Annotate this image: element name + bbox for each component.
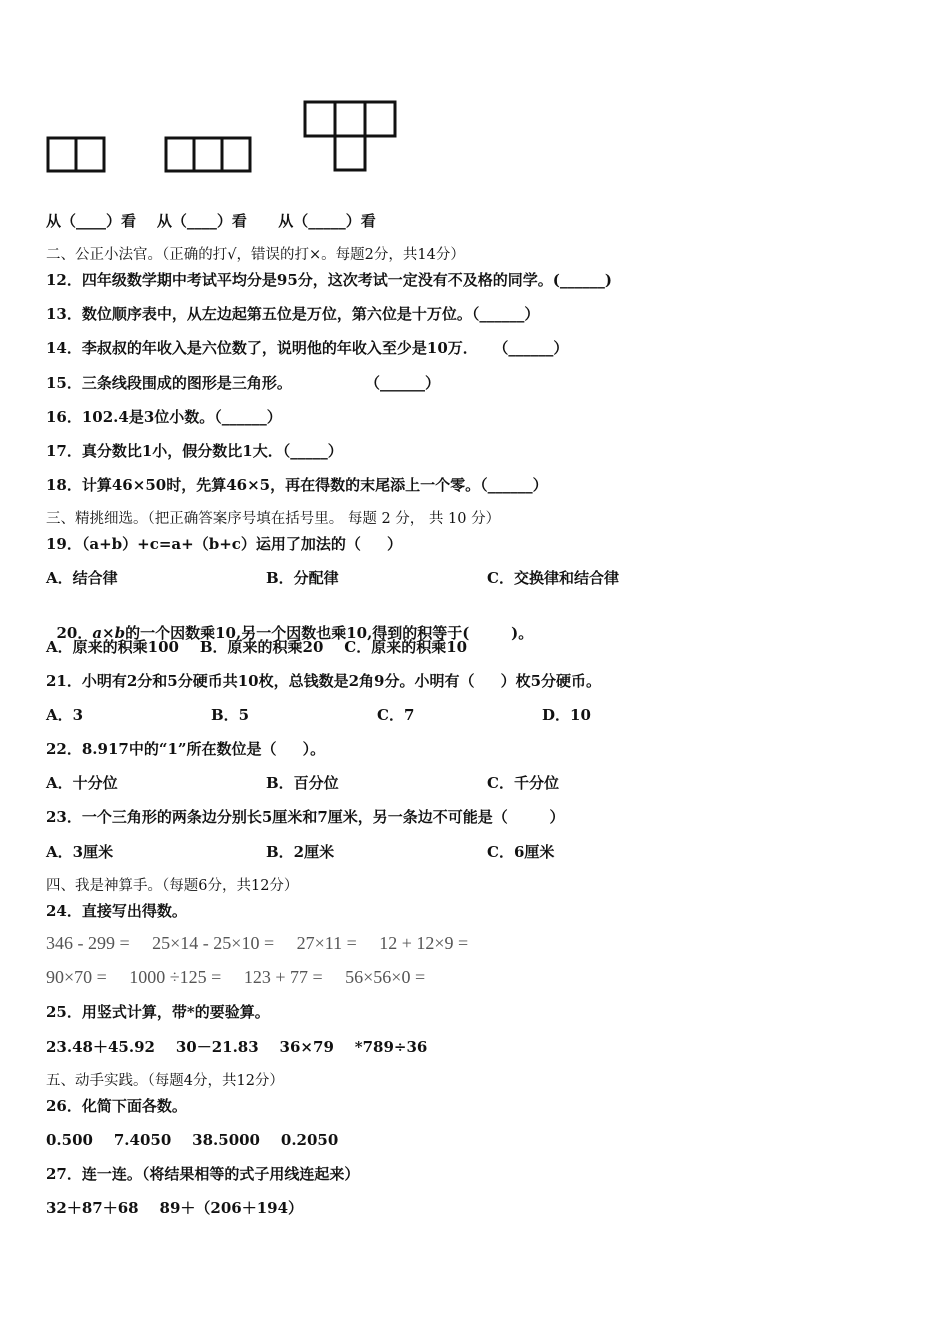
q20-prefix: 20． bbox=[56, 624, 93, 642]
q22-option-b: B．百分位 bbox=[266, 774, 339, 792]
question-17: 17．真分数比1小，假分数比1大．（_____） bbox=[46, 442, 343, 460]
q26-items: 0.500 7.4050 38.5000 0.2050 bbox=[46, 1131, 339, 1149]
view-figures bbox=[0, 0, 950, 200]
question-12: 12．四年级数学期中考试平均分是95分，这次考试一定没有不及格的同学。(______) bbox=[46, 271, 612, 289]
q25-items: 23.48＋45.92 30－21.83 36×79 *789÷36 bbox=[46, 1038, 428, 1056]
question-15: 15．三条线段围成的图形是三角形。 （______） bbox=[46, 374, 440, 392]
q19-option-a: A．结合律 bbox=[46, 569, 118, 587]
q20-rest: 的一个因数乘10,另一个因数也乘10,得到的积等于( )。 bbox=[125, 624, 534, 642]
question-13: 13．数位顺序表中，从左边起第五位是万位，第六位是十万位。（______） bbox=[46, 305, 540, 323]
question-27: 27．连一连。（将结果相等的式子用线连起来） bbox=[46, 1165, 360, 1183]
section3-title: 三、精挑细选。（把正确答案序号填在括号里。 每题 2 分， 共 10 分） bbox=[46, 511, 501, 527]
q19-option-c: C．交换律和结合律 bbox=[487, 569, 619, 587]
q22-option-c: C．千分位 bbox=[487, 774, 559, 792]
question-19: 19．（a+b）+c=a+（b+c）运用了加法的（ ） bbox=[46, 535, 403, 553]
question-21: 21．小明有2分和5分硬币共10枚，总钱数是2角9分。小明有（ ）枚5分硬币。 bbox=[46, 672, 602, 690]
section2-title: 二、公正小法官。（正确的打√，错误的打×。每题2分，共14分） bbox=[46, 247, 465, 263]
top-view-figure bbox=[305, 102, 395, 170]
section5-title: 五、动手实践。（每题4分，共12分） bbox=[46, 1073, 284, 1089]
q22-option-a: A．十分位 bbox=[46, 774, 118, 792]
question-14: 14．李叔叔的年收入是六位数了，说明他的年收入至少是10万． （______） bbox=[46, 339, 569, 357]
side-view-figure bbox=[166, 138, 250, 171]
q23-option-a: A．3厘米 bbox=[46, 843, 114, 861]
q21-option-d: D．10 bbox=[542, 706, 591, 724]
question-22: 22．8.917中的“1”所在数位是（ ）。 bbox=[46, 740, 326, 758]
question-26: 26．化简下面各数。 bbox=[46, 1097, 187, 1115]
q20-options: A．原来的积乘100 B．原来的积乘20 C．原来的积乘10 bbox=[46, 638, 468, 656]
question-16: 16．102.4是3位小数。（______） bbox=[46, 408, 282, 426]
q21-option-b: B．5 bbox=[211, 706, 250, 724]
q19-option-b: B．分配律 bbox=[266, 569, 339, 587]
view-direction-line: 从（____）看 从（____）看 从（_____）看 bbox=[46, 212, 376, 230]
q20-variable: a×b bbox=[92, 624, 126, 642]
q27-items: 32＋87＋68 89＋（206＋194） bbox=[46, 1199, 304, 1217]
q21-option-a: A．3 bbox=[46, 706, 84, 724]
question-23: 23．一个三角形的两条边分别长5厘米和7厘米，另一条边不可能是（ ） bbox=[46, 808, 565, 826]
question-25: 25．用竖式计算，带*的要验算。 bbox=[46, 1003, 270, 1021]
section4-title: 四、我是神算手。（每题6分，共12分） bbox=[46, 878, 299, 894]
question-24: 24．直接写出得数。 bbox=[46, 902, 187, 920]
q21-option-c: C．7 bbox=[377, 706, 415, 724]
calc-row-1: 346 - 299 = 25×14 - 25×10 = 27×11 = 12 + 12×9 = bbox=[46, 933, 469, 953]
front-view-figure bbox=[48, 138, 104, 171]
q23-option-b: B．2厘米 bbox=[266, 843, 335, 861]
calc-row-2: 90×70 = 1000 ÷125 = 123 + 77 = 56×56×0 = bbox=[46, 967, 426, 987]
q23-option-c: C．6厘米 bbox=[487, 843, 555, 861]
question-18: 18．计算46×50时，先算46×5，再在得数的末尾添上一个零。（______） bbox=[46, 476, 548, 494]
